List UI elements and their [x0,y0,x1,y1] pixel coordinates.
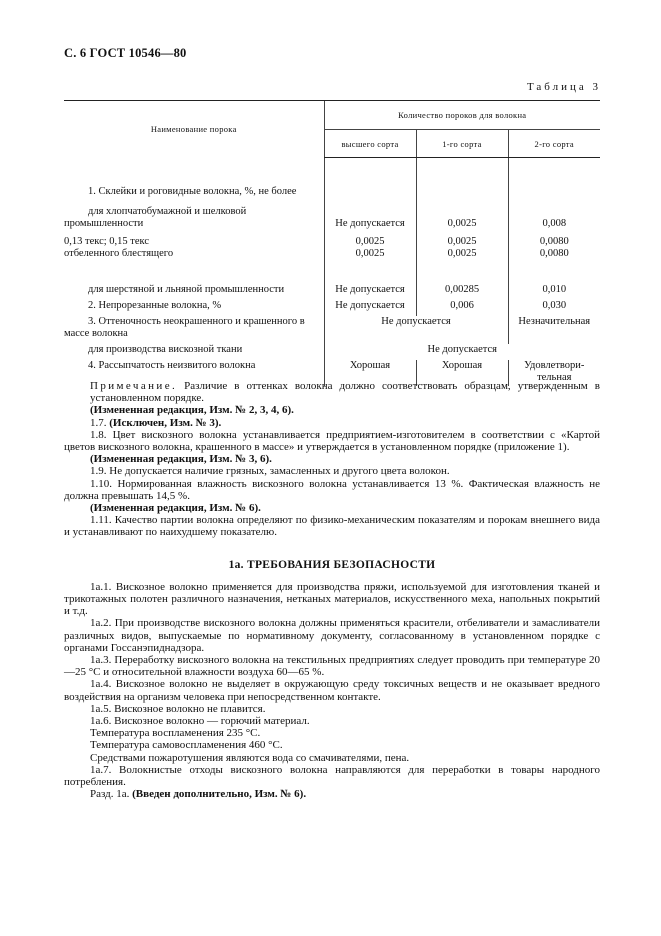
row-name: 3. Оттеночность неокрашенного и крашенного в массе волокна [64,315,305,339]
page-header: С. 6 ГОСТ 10546—80 [64,46,187,60]
cell: Хорошая [324,360,416,386]
cell: 0,0025 [324,248,416,284]
final-edit: (Введен дополнительно, Изм. № 6). [132,788,307,801]
table-row [64,206,600,236]
table-row [64,248,600,284]
paragraph-1a-6: 1а.6. Вискозное волокно — горючий материал. [90,715,310,728]
paragraph-1a-5: 1а.5. Вискозное волокно не плавится. [90,702,266,715]
final-ref: Разд. 1а. [90,788,130,801]
note-paragraph [90,380,600,404]
table-label: Таблица 3 [526,81,601,93]
edit-note: (Измененная редакция, Изм. № 3, 6). [90,453,272,466]
table-row [64,186,600,206]
edit-note: (Измененная редакция, Изм. № 6). [90,502,261,515]
paragraph-1-9: 1.9. Не допускается наличие грязных, замасленных и другого цвета волокон. [90,465,450,478]
col-header-group: Количество пороков для волокна [324,101,600,130]
cell: 0,006 [416,300,508,316]
cell: Не допускается [324,300,416,316]
cell: 0,00285 [416,284,508,300]
paragraph-1-7 [90,417,600,429]
cell-merged: Не допускается [324,316,508,344]
cell: Хорошая [416,360,508,386]
col-header-sort-2: 2-го сорта [508,130,600,158]
cell: Удовлетвори-тельная [508,360,600,386]
paragraph-1-10: 1.10. Нормированная влажность вискозного волокна устанавливается 13 %. Фактическая влажность не должна превышать 14,5 %. [64,477,600,502]
cell: 0,030 [508,300,600,316]
row-name: для шерстяной и льняной промышленности [88,283,285,295]
col-header-sort-1: 1-го сорта [416,130,508,158]
cell: Незначительная [508,316,600,344]
paragraph-1a-3: 1а.3. Переработку вискозного волокна на текстильных предприятиях следует проводить при температуре 20—25 °С и относительной влажности воздуха 60—65 %. [64,654,600,679]
note-text: Различие в оттенках волокна должно соответствовать образцам, утвержденным в установленном порядке. [90,380,600,405]
row-name: 4. Рассыпчатость неизвитого волокна [88,359,256,371]
cell: 0,010 [508,284,600,300]
table-row [64,316,600,344]
paragraph-1-11: 1.11. Качество партии волокна определяют по физико-механическим показателям и порокам внешнего вида и устанавливают по наихудшему показателю. [64,514,600,539]
row-name: для производства вискозной ткани [88,343,243,355]
section-final-note [90,788,600,800]
row-name: 0,13 текс; 0,15 текс [64,235,150,247]
col-header-sort-top: высшего сорта [324,130,416,158]
ignition-temp: Температура воспламенения 235 °С. [90,727,261,740]
self-ignition-temp: Температура самовоспламенения 460 °С. [90,739,283,752]
row-name: для хлопчатобумажной и шелковой промышленности [64,205,247,229]
row-name: 1. Склейки и роговидные волокна, %, не более [88,185,297,197]
cell: 0,0025 [416,248,508,284]
paragraph-1a-1: 1а.1. Вискозное волокно применяется для производства пряжи, используемой для изготовления тканей и трикотажных полотен различного назначения, нетканых материалов, искусственного меха, напольных покрытий и т.д. [64,580,600,618]
section-title: 1а. ТРЕБОВАНИЯ БЕЗОПАСНОСТИ [228,558,436,571]
para-excluded: (Исключен, Изм. № 3). [109,416,222,429]
para-number: 1.7. [90,416,107,429]
row-name: отбеленного блестящего [64,247,174,259]
body-text [64,380,600,801]
cell: Не допускается [324,284,416,300]
paragraph-1a-2: 1а.2. При производстве вискозного волокна должны применяться красители, отбеливатели и замасливатели различных видов, выпускаемые по нормативному документу, согласованному в установленном порядке с органами Госсанэпиднадзора. [64,617,600,654]
cell: Не допускается [324,206,416,236]
table-row [64,284,600,300]
paragraph-1a-7: 1а.7. Волокнистые отходы вискозного волокна направляются для переработки в товары народного потребления. [64,763,600,789]
note-label: Примечание. [90,380,178,392]
edit-note: (Измененная редакция, Изм. № 2, 3, 4, 6). [90,404,294,417]
cell: 0,008 [508,206,600,236]
table-row [64,300,600,316]
defects-table [64,100,600,386]
extinguishing-means: Средствами пожаротушения являются вода со смачивателями, пена. [90,751,410,764]
table-row [64,236,600,248]
cell: 0,0025 [416,206,508,236]
cell: 0,0025 [324,236,416,248]
cell: 0,0080 [508,236,600,248]
cell: 0,0025 [416,236,508,248]
paragraph-1-8: 1.8. Цвет вискозного волокна устанавливается предприятием-изготовителем в соответствии с «Картой цветов вискозного волокна, крашенного в массе» и утверждается в установленном порядке (приложение 1). [64,428,600,454]
cell: 0,0080 [508,248,600,284]
cell-merged: Не допускается [324,344,600,360]
table-row [64,344,600,360]
col-header-name: Наименование порока [64,101,324,158]
paragraph-1a-4: 1а.4. Вискозное волокно не выделяет в окружающую среду токсичных веществ и не оказывает вредного воздействия на организм человека при непосредственном контакте. [64,678,600,703]
row-name: 2. Непрорезанные волокна, % [88,299,222,311]
